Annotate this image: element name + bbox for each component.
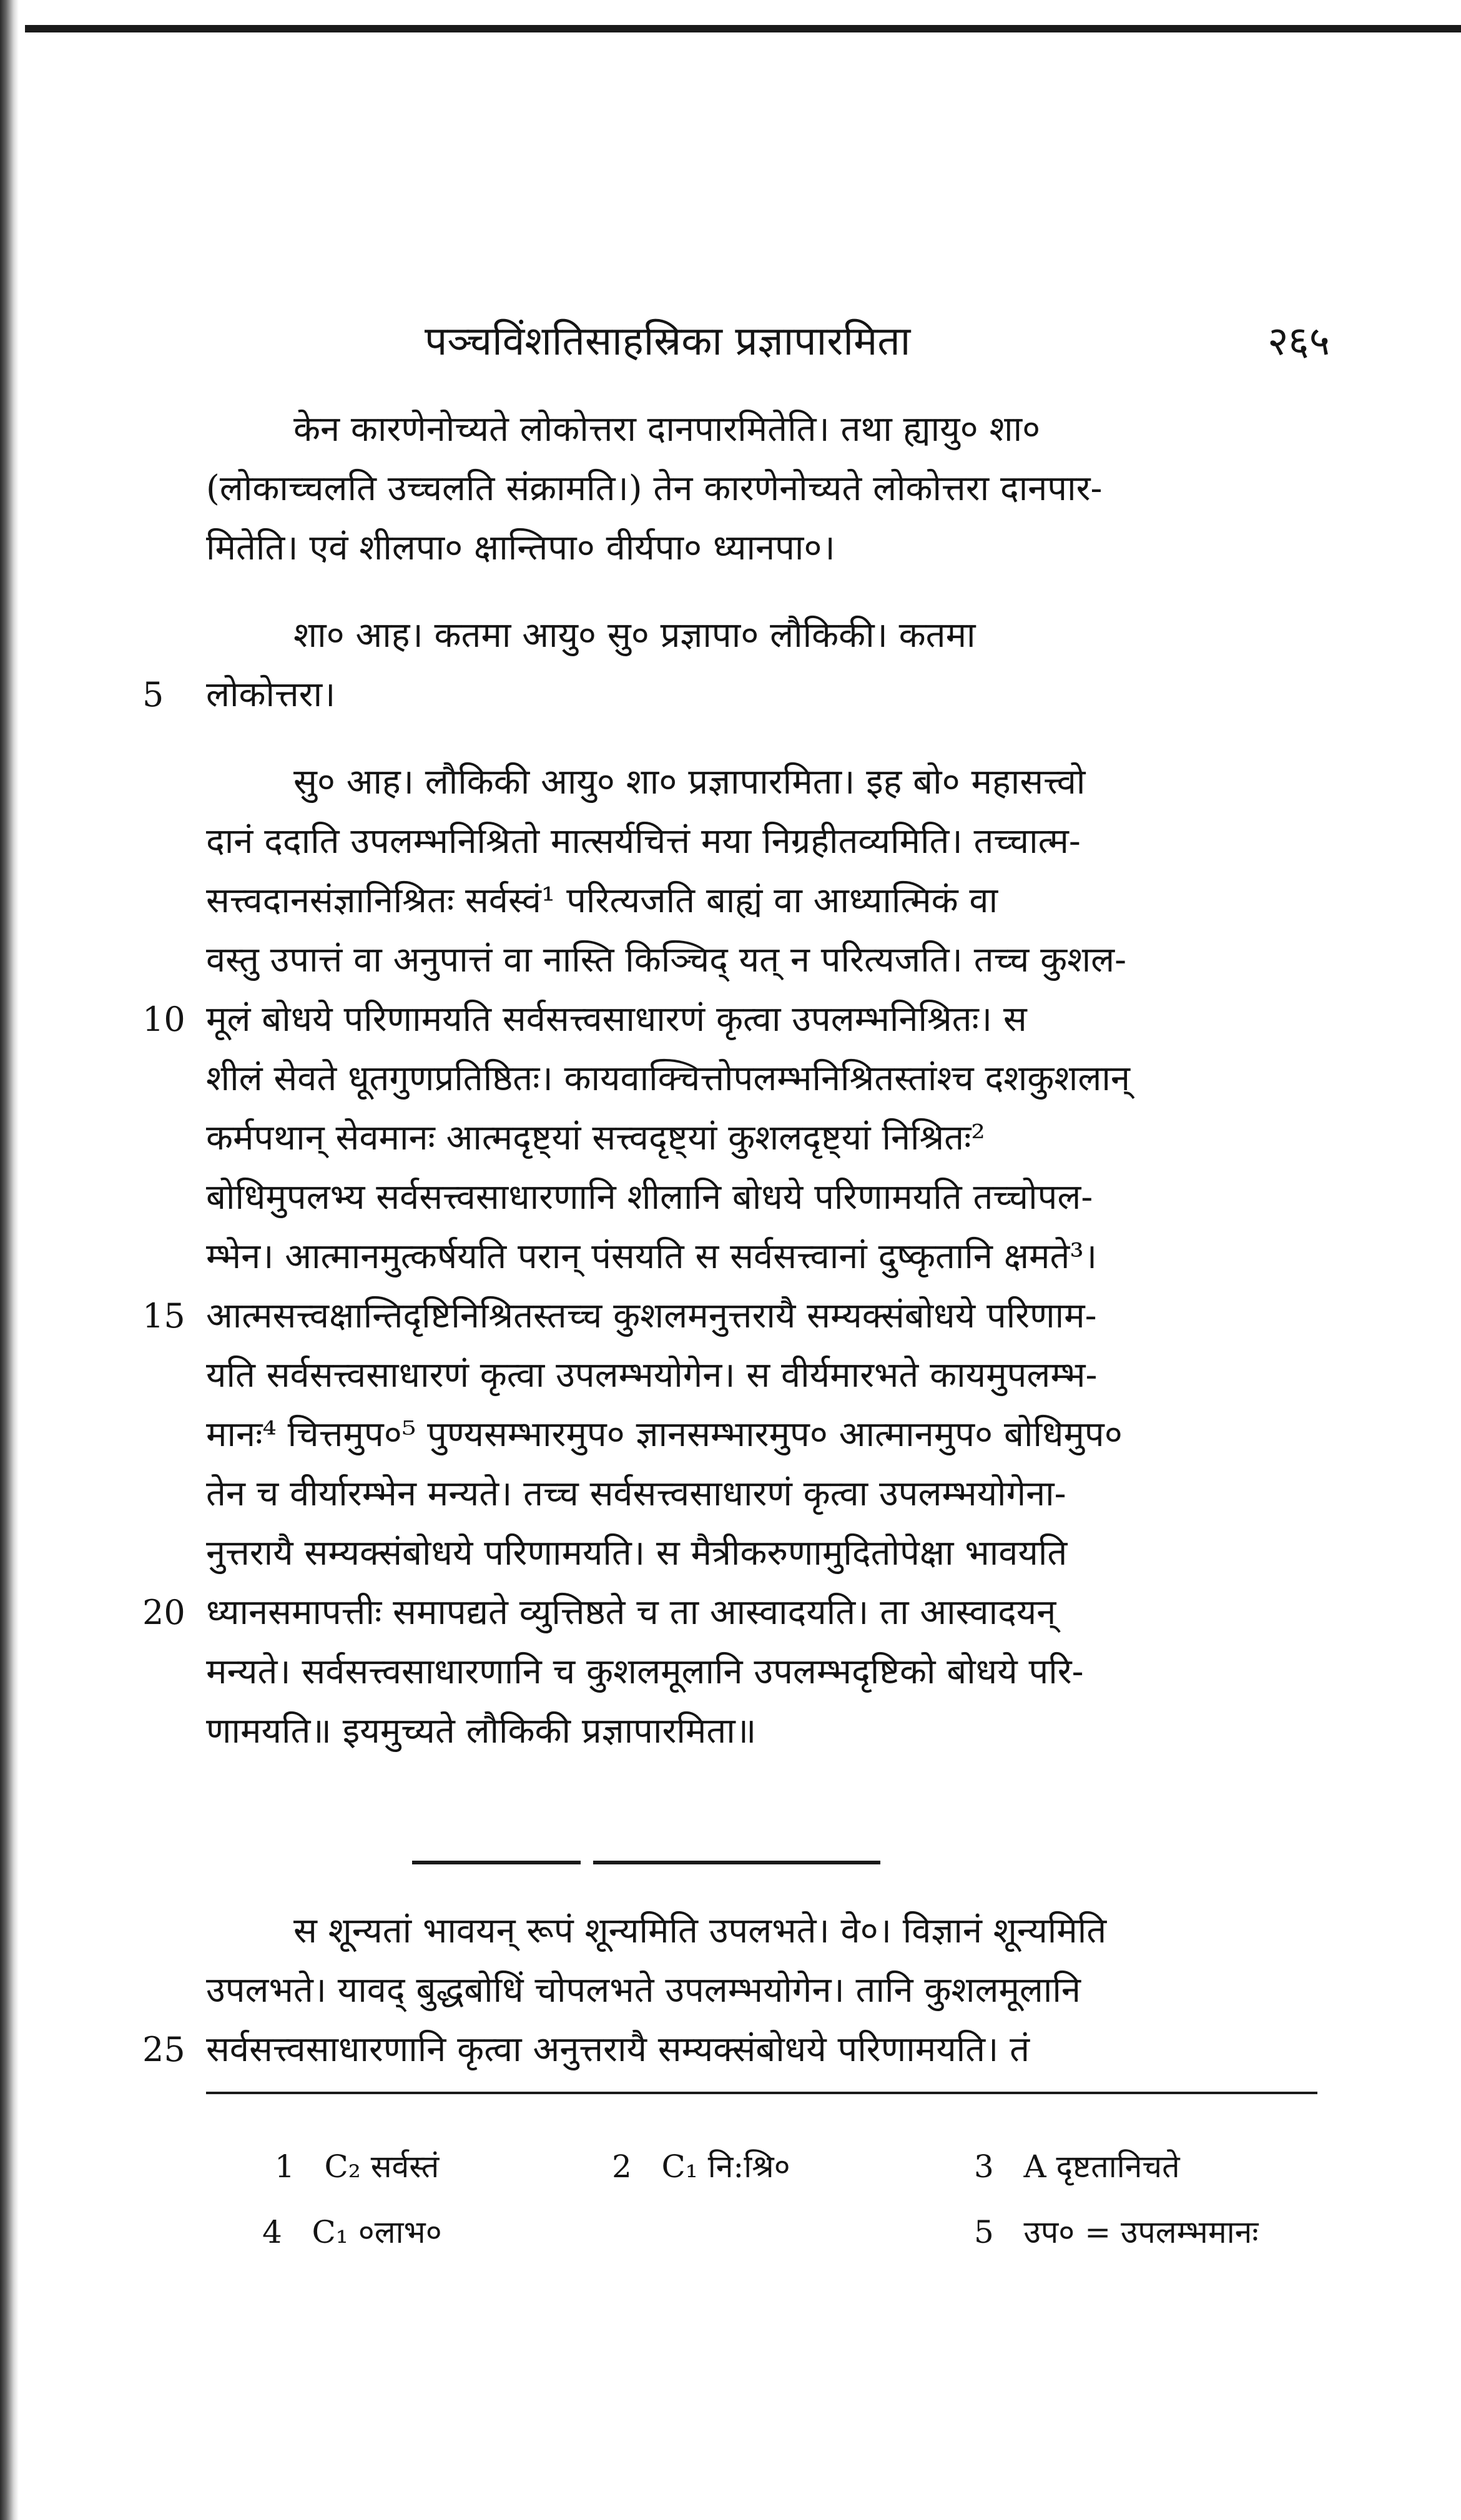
text-line: यति सर्वसत्त्वसाधारणं कृत्वा उपलम्भयोगेन। स वीर्यमारभते कायमुपलम्भ- — [206, 1355, 1098, 1395]
text-line: म्भेन। आत्मानमुत्कर्षयति परान् पंसयति स सर्वसत्त्वानां दुष्कृतानि क्षमते³। — [206, 1236, 1098, 1277]
line-number: 10 — [142, 1000, 185, 1039]
footnote-text: C₂ सर्वस्तं — [324, 2148, 440, 2185]
footnote-text: उप० = उपलम्भमानः — [1023, 2214, 1259, 2250]
line-number: 25 — [142, 2030, 185, 2069]
text-line: उपलभते। यावद् बुद्धबोधिं चोपलभते उपलम्भयोगेन। तानि कुशलमूलानि — [206, 1970, 1081, 2011]
footnote-text: C₁ नि:श्रि० — [661, 2148, 790, 2185]
text-line: शा० आह। कतमा आयु० सु० प्रज्ञापा० लौकिकी। कतमा — [293, 615, 976, 656]
text-line: आत्मसत्त्वक्षान्तिदृष्टिनिश्रितस्तच्च कुशलमनुत्तरायै सम्यक्संबोधये परिणाम- — [206, 1296, 1097, 1336]
text-line: मितेति। एवं शीलपा० क्षान्तिपा० वीर्यपा० ध्यानपा०। — [206, 528, 835, 568]
line-number: 5 — [142, 675, 164, 714]
footnote-5 — [974, 2204, 1259, 2260]
text-line: सु० आह। लौकिकी आयु० शा० प्रज्ञापारमिता। इह बो० महासत्त्वो — [293, 762, 1086, 802]
footnote-number: 4 — [262, 2214, 282, 2250]
text-line: केन कारणेनोच्यते लोकोत्तरा दानपारमितेति। तथा ह्यायु० शा० — [293, 409, 1041, 450]
text-line: स शून्यतां भावयन् रूपं शून्यमिति उपलभते। वे०। विज्ञानं शून्यमिति — [293, 1911, 1107, 1951]
text-line: मानः⁴ चित्तमुप०⁵ पुण्यसम्भारमुप० ज्ञानसम्भारमुप० आत्मानमुप० बोधिमुप० — [206, 1414, 1123, 1455]
footnote-number: 3 — [974, 2148, 994, 2185]
text-line: कर्मपथान् सेवमानः आत्मदृष्ट्यां सत्त्वदृष्ट्यां कुशलदृष्ट्यां निश्रितः² — [206, 1118, 985, 1158]
text-line: नुत्तरायै सम्यक्संबोधये परिणामयति। स मैत्रीकरुणामुदितोपेक्षा भावयति — [206, 1533, 1068, 1573]
line-number: 20 — [142, 1593, 185, 1632]
text-line: बोधिमुपलभ्य सर्वसत्त्वसाधारणानि शीलानि बोधये परिणामयति तच्चोपल- — [206, 1177, 1093, 1218]
text-line: सर्वसत्त्वसाधारणानि कृत्वा अनुत्तरायै सम्यक्संबोधये परिणामयति। तं — [206, 2029, 1030, 2070]
text-line: सत्त्वदानसंज्ञानिश्रितः सर्वस्वं¹ परित्यजति बाह्यं वा आध्यात्मिकं वा — [206, 880, 998, 921]
text-line: तेन च वीर्यारम्भेन मन्यते। तच्च सर्वसत्त्वसाधारणं कृत्वा उपलम्भयोगेना- — [206, 1474, 1066, 1514]
running-head — [187, 306, 1330, 381]
footnote-2 — [612, 2139, 790, 2195]
page-number: २६५ — [1267, 318, 1330, 365]
footnote-rule — [206, 2092, 1317, 2094]
page-left-edge — [0, 0, 19, 2520]
text-line: ध्यानसमापत्तीः समापद्यते व्युत्तिष्ठते च ता आस्वादयति। ता आस्वादयन् — [206, 1592, 1056, 1633]
footnote-3 — [974, 2139, 1180, 2195]
section-underline-left — [412, 1861, 581, 1864]
top-border-rule — [25, 25, 1461, 32]
text-line: णामयति॥ इयमुच्यते लौकिकी प्रज्ञापारमिता॥ — [206, 1711, 757, 1751]
line-number: 15 — [142, 1296, 185, 1336]
text-line: वस्तु उपात्तं वा अनुपात्तं वा नास्ति किञ्चिद् यत् न परित्यजति। तच्च कुशल- — [206, 940, 1127, 980]
footnote-text: A दृष्टतानिचते — [1023, 2148, 1180, 2185]
footnote-number: 1 — [275, 2148, 295, 2185]
footnote-4 — [262, 2204, 442, 2260]
text-line: शीलं सेवते धूतगुणप्रतिष्ठितः। कायवाक्चित्तोपलम्भनिश्रितस्तांश्च दशकुशलान् — [206, 1058, 1130, 1099]
section-underline-right — [593, 1861, 880, 1864]
text-line: मूलं बोधये परिणामयति सर्वसत्त्वसाधारणं कृत्वा उपलम्भनिश्रितः। स — [206, 999, 1027, 1040]
footnote-1 — [275, 2139, 439, 2195]
running-title: पञ्चविंशतिसाहस्रिका प्रज्ञापारमिता — [425, 318, 911, 365]
footnote-number: 2 — [612, 2148, 632, 2185]
footnote-number: 5 — [974, 2214, 994, 2250]
text-line: मन्यते। सर्वसत्त्वसाधारणानि च कुशलमूलानि उपलम्भदृष्टिको बोधये परि- — [206, 1651, 1084, 1692]
footnote-text: C₁ ०लाभ० — [312, 2214, 442, 2250]
text-line: (लोकाच्चलति उच्चलति संक्रामति।) तेन कारणेनोच्यते लोकोत्तरा दानपार- — [206, 468, 1103, 509]
text-line: दानं ददाति उपलम्भनिश्रितो मात्सर्यचित्तं मया निग्रहीतव्यमिति। तच्चात्म- — [206, 821, 1081, 862]
text-line: लोकोत्तरा। — [206, 674, 336, 715]
